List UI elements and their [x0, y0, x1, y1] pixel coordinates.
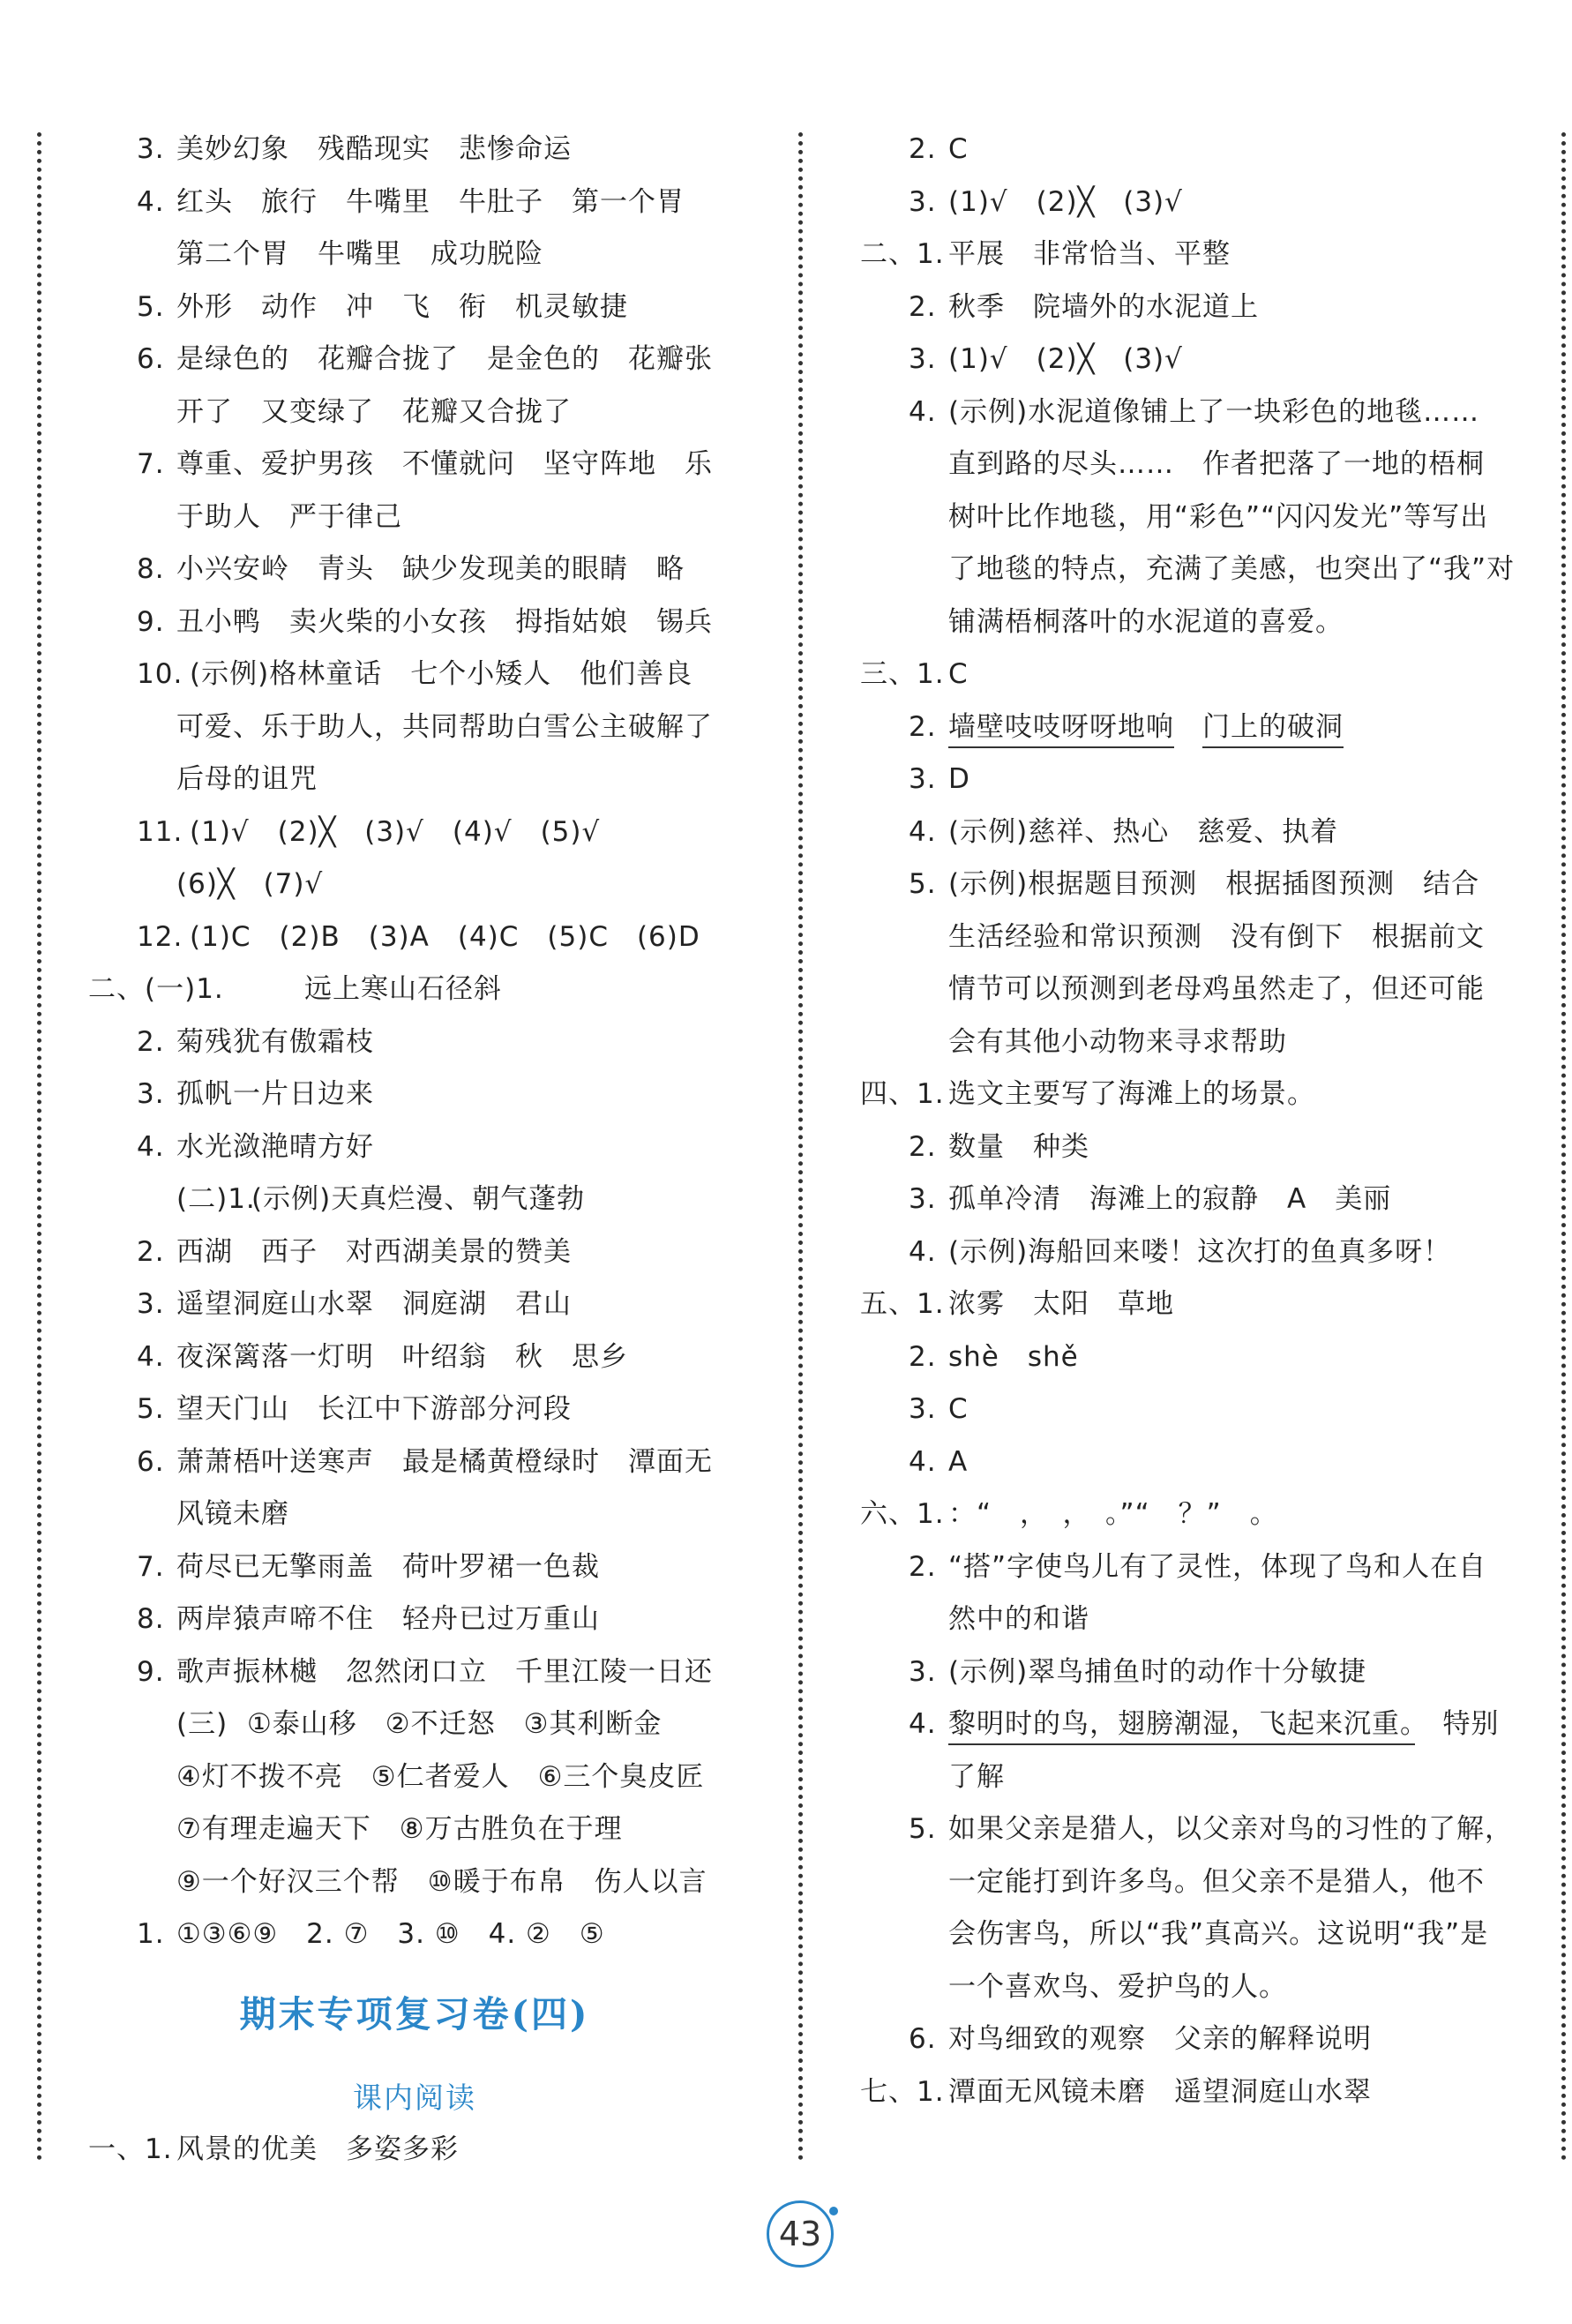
answer-line — [0, 1383, 776, 1436]
answer-line — [794, 1331, 1570, 1384]
answer-line — [794, 491, 1570, 544]
answer-label: 9. — [137, 1655, 165, 1688]
answer-line — [0, 1173, 776, 1226]
answer-label: 3. — [909, 1655, 937, 1688]
answer-line — [794, 124, 1570, 176]
answer-text: “搭”字使鸟儿有了灵性，体现了鸟和人在自 — [948, 1550, 1487, 1583]
answer-text: 孤帆一片日边来 — [176, 1078, 374, 1110]
answer-line — [0, 1908, 776, 1961]
answer-label: 3. — [909, 185, 937, 218]
answer-text: (示例)格林童话 七个小矮人 他们善良 — [190, 658, 693, 690]
answer-line — [794, 1646, 1570, 1699]
answer-line — [794, 1908, 1570, 1961]
answer-text: 一定能打到许多鸟。但父亲不是猎人，他不 — [948, 1865, 1485, 1898]
section-subtitle: 课内阅读 — [353, 2080, 476, 2115]
answer-text: 风景的优美 多姿多彩 — [176, 2133, 459, 2165]
answer-line — [0, 176, 776, 229]
answer-line — [794, 2066, 1570, 2119]
answer-text: (1)C (2)B (3)A (4)C (5)C (6)D — [190, 920, 700, 953]
answer-text: 水光潋滟晴方好 — [176, 1130, 374, 1163]
answer-text: 一个喜欢鸟、爱护鸟的人。 — [948, 1970, 1287, 2003]
answer-text — [948, 701, 1344, 754]
answer-label: 3. — [137, 1288, 165, 1320]
answer-label: 2. — [909, 1340, 937, 1373]
answer-line — [0, 858, 776, 911]
answer-line — [0, 491, 776, 544]
answer-text: (6)╳ (7)√ — [176, 868, 324, 900]
answer-label: 六、1. — [860, 1498, 945, 1530]
section-title: 期末专项复习卷(四) — [239, 1993, 590, 2035]
answer-line — [794, 1068, 1570, 1121]
answer-text: 铺满梧桐落叶的水泥道的喜爱。 — [948, 605, 1344, 638]
answer-label: 2. — [909, 133, 937, 165]
answer-text: 开了 又变绿了 花瓣又合拢了 — [176, 395, 572, 428]
answer-line — [794, 701, 1570, 754]
answer-text: 外形 动作 冲 飞 衔 机灵敏捷 — [176, 290, 628, 323]
answer-line — [794, 1541, 1570, 1594]
answer-text: 平展 非常恰当、平整 — [948, 238, 1231, 270]
answer-line — [794, 753, 1570, 806]
answer-text: (1)√ (2)╳ (3)√ — [948, 343, 1183, 375]
answer-label: 一、1. — [88, 2133, 173, 2165]
answer-line — [0, 911, 776, 964]
answer-label: 4. — [909, 1445, 937, 1478]
answer-line — [794, 2013, 1570, 2066]
answer-line — [794, 1856, 1570, 1909]
answer-text: 可爱、乐于助人，共同帮助白雪公主破解了 — [176, 710, 713, 743]
answer-label: 2. — [137, 1025, 165, 1058]
answer-label: 6. — [137, 343, 165, 375]
underlined-answer: 门上的破洞 — [1202, 711, 1344, 748]
answer-line — [794, 806, 1570, 859]
answer-label: 五、1. — [860, 1288, 945, 1320]
answer-label: 七、1. — [860, 2075, 945, 2108]
answer-line — [0, 124, 776, 176]
answer-text: (示例)水泥道像铺上了一块彩色的地毯…… — [948, 395, 1480, 428]
answer-label: 12. — [137, 920, 183, 953]
answer-text: 后母的诅咒 — [176, 763, 318, 795]
answer-text: (1)√ (2)╳ (3)√ — [948, 185, 1183, 218]
answer-text: 夜深篱落一灯明 叶绍翁 秋 思乡 — [176, 1340, 628, 1373]
answer-line — [0, 1856, 776, 1909]
answer-line — [794, 439, 1570, 491]
answer-line — [794, 1016, 1570, 1069]
answer-text: (示例)慈祥、热心 慈爱、执着 — [948, 815, 1339, 848]
answer-line — [794, 596, 1570, 649]
answer-line — [0, 1436, 776, 1489]
answer-text: C — [948, 1393, 969, 1425]
answer-label: 二、1. — [860, 238, 945, 270]
answer-label: 2. — [137, 1235, 165, 1268]
answer-line — [0, 1593, 776, 1646]
answer-text: (示例)天真烂漫、朝气蓬勃 — [251, 1183, 586, 1215]
answer-text: 孤单冷清 海滩上的寂静 A 美丽 — [948, 1183, 1392, 1215]
answer-text: 如果父亲是猎人，以父亲对鸟的习性的了解， — [948, 1813, 1513, 1845]
answer-text: (示例)海船回来喽！这次打的鱼真多呀！ — [948, 1235, 1452, 1268]
answer-line — [794, 1278, 1570, 1331]
answer-line — [794, 1226, 1570, 1279]
answer-line — [0, 2124, 776, 2177]
answer-text: (1)√ (2)╳ (3)√ (4)√ (5)√ — [190, 815, 601, 848]
answer-line — [0, 1331, 776, 1384]
answer-label: 2. — [909, 1550, 937, 1583]
left-answer-column — [0, 124, 776, 1961]
answer-label: 3. — [909, 1393, 937, 1425]
answer-line — [794, 1698, 1570, 1751]
answer-line — [0, 1016, 776, 1069]
right-answer-column — [794, 124, 1570, 2118]
answer-text: 情节可以预测到老母鸡虽然走了，但还可能 — [948, 973, 1485, 1005]
answer-text: 小兴安岭 青头 缺少发现美的眼睛 略 — [176, 553, 685, 585]
answer-text: ：“ ， ， 。”“ ？” 。 — [948, 1498, 1278, 1530]
answer-line — [794, 334, 1570, 386]
answer-line — [0, 648, 776, 701]
answer-text: 第二个胃 牛嘴里 成功脱险 — [176, 238, 543, 270]
answer-line — [0, 701, 776, 754]
answer-line — [0, 963, 776, 1016]
answer-text: C — [948, 658, 969, 690]
answer-line — [0, 596, 776, 649]
answer-text: 美妙幻象 残酷现实 悲惨命运 — [176, 133, 572, 165]
answer-text: 红头 旅行 牛嘴里 牛肚子 第一个胃 — [176, 185, 685, 218]
answer-text: shè shě — [948, 1340, 1079, 1373]
answer-text: C — [948, 133, 969, 165]
answer-line — [794, 963, 1570, 1016]
answer-label: 7. — [137, 448, 165, 480]
answer-line — [0, 229, 776, 281]
answer-text: 是绿色的 花瓣合拢了 是金色的 花瓣张 — [176, 343, 713, 375]
answer-text: ⑦有理走遍天下 ⑧万古胜负在于理 — [176, 1813, 623, 1845]
answer-label: (三) — [176, 1708, 228, 1740]
answer-line — [794, 1751, 1570, 1804]
answer-text: 两岸猿声啼不住 轻舟已过万重山 — [176, 1603, 600, 1635]
answer-label: 3. — [909, 763, 937, 795]
answer-text: 直到路的尽头…… 作者把落了一地的梧桐 — [948, 448, 1485, 480]
answer-line — [794, 858, 1570, 911]
answer-label: 7. — [137, 1550, 165, 1583]
answer-line — [794, 544, 1570, 596]
answer-text — [948, 1698, 1500, 1751]
answer-line — [0, 1803, 776, 1856]
answer-line — [0, 1278, 776, 1331]
answer-label: 3. — [137, 133, 165, 165]
answer-label: 4. — [137, 1130, 165, 1163]
answer-label: 4. — [909, 395, 937, 428]
answer-label: 5. — [909, 868, 937, 900]
answer-text: 菊残犹有傲霜枝 — [176, 1025, 374, 1058]
answer-text: 风镜未磨 — [176, 1498, 289, 1530]
answer-line — [794, 911, 1570, 964]
answer-line — [794, 1121, 1570, 1174]
answer-label: 11. — [137, 815, 183, 848]
underlined-answer: 墙壁吱吱呀呀地响 — [948, 711, 1174, 748]
answer-label: 2. — [909, 710, 937, 743]
answer-line — [0, 439, 776, 491]
answer-label: 3. — [909, 1183, 937, 1215]
answer-line — [0, 334, 776, 386]
answer-line — [794, 1803, 1570, 1856]
answer-line — [0, 544, 776, 596]
answer-label: 四、1. — [860, 1078, 945, 1110]
answer-line — [794, 229, 1570, 281]
answer-text-tail: 特别 — [1414, 1708, 1500, 1740]
answer-text: 浓雾 太阳 草地 — [948, 1288, 1174, 1320]
answer-line — [0, 281, 776, 334]
answer-text: 丑小鸭 卖火柴的小女孩 拇指姑娘 锡兵 — [176, 605, 713, 638]
answer-label: 3. — [137, 1078, 165, 1110]
answer-line — [0, 1541, 776, 1594]
answer-text: D — [948, 763, 970, 795]
answer-line — [794, 1593, 1570, 1646]
answer-text: 歌声振林樾 忽然闭口立 千里江陵一日还 — [176, 1655, 713, 1688]
answer-text: 生活经验和常识预测 没有倒下 根据前文 — [948, 920, 1485, 953]
answer-line — [0, 1751, 776, 1804]
answer-line — [794, 1383, 1570, 1436]
answer-text: 西湖 西子 对西湖美景的赞美 — [176, 1235, 572, 1268]
answer-line — [794, 648, 1570, 701]
answer-label: 8. — [137, 553, 165, 585]
answer-text: 远上寒山石径斜 — [304, 973, 502, 1005]
answer-line — [0, 1646, 776, 1699]
answer-line — [0, 806, 776, 859]
answer-text: 选文主要写了海滩上的场景。 — [948, 1078, 1315, 1110]
answer-line — [0, 1121, 776, 1174]
answer-label: 二、(一)1. — [88, 973, 224, 1005]
answer-text: 对鸟细致的观察 父亲的解释说明 — [948, 2023, 1372, 2055]
answer-label: 2. — [909, 290, 937, 323]
answer-label: 5. — [137, 290, 165, 323]
answer-line — [794, 1436, 1570, 1489]
answer-label: 5. — [909, 1813, 937, 1845]
answer-text: 然中的和谐 — [948, 1603, 1089, 1635]
answer-label: 1. — [137, 1918, 165, 1950]
answer-text: 数量 种类 — [948, 1130, 1089, 1163]
answer-text: 望天门山 长江中下游部分河段 — [176, 1393, 572, 1425]
page-number: 43 — [767, 2200, 834, 2268]
answer-text: 潭面无风镜未磨 遥望洞庭山水翠 — [948, 2075, 1372, 2108]
answer-text: 尊重、爱护男孩 不懂就问 坚守阵地 乐 — [176, 448, 713, 480]
answer-text: (示例)根据题目预测 根据插图预测 结合 — [948, 868, 1480, 900]
answer-text: 了解 — [948, 1760, 1005, 1793]
answer-line — [794, 281, 1570, 334]
answer-line — [0, 1226, 776, 1279]
answer-text: 树叶比作地毯，用“彩色”“闪闪发光”等写出 — [948, 500, 1489, 533]
answer-line — [794, 1488, 1570, 1541]
answer-line — [0, 1698, 776, 1751]
answer-line — [0, 753, 776, 806]
answer-text: 荷尽已无擎雨盖 荷叶罗裙一色裁 — [176, 1550, 600, 1583]
answer-label: 2. — [909, 1130, 937, 1163]
answer-line — [794, 1961, 1570, 2014]
answer-text: 萧萧梧叶送寒声 最是橘黄橙绿时 潭面无 — [176, 1445, 713, 1478]
answer-text: ⑨一个好汉三个帮 ⑩暖于布帛 伤人以言 — [176, 1865, 707, 1898]
answer-line — [0, 1068, 776, 1121]
answer-label: 4. — [909, 1235, 937, 1268]
answer-line — [0, 386, 776, 439]
answer-label: 4. — [909, 1708, 937, 1740]
answer-text: 会有其他小动物来寻求帮助 — [948, 1025, 1287, 1058]
answer-text: 于助人 严于律己 — [176, 500, 402, 533]
answer-label: 4. — [137, 1340, 165, 1373]
answer-text: (示例)翠鸟捕鱼时的动作十分敏捷 — [948, 1655, 1367, 1688]
underlined-answer: 黎明时的鸟，翅膀潮湿，飞起来沉重。 — [948, 1708, 1415, 1745]
answer-text: 秋季 院墙外的水泥道上 — [948, 290, 1259, 323]
answer-text: 遥望洞庭山水翠 洞庭湖 君山 — [176, 1288, 572, 1320]
answer-label: 10. — [137, 658, 183, 690]
answer-text: 会伤害鸟，所以“我”真高兴。这说明“我”是 — [948, 1918, 1489, 1950]
answer-text: ①泰山移 ②不迁怒 ③其利断金 — [247, 1708, 662, 1740]
answer-label: 5. — [137, 1393, 165, 1425]
answer-label: 8. — [137, 1603, 165, 1635]
answer-label: 6. — [137, 1445, 165, 1478]
answer-text: ①③⑥⑨ 2. ⑦ 3. ⑩ 4. ② ⑤ — [176, 1918, 605, 1950]
answer-label: (二)1. — [176, 1183, 256, 1215]
answer-label: 4. — [909, 815, 937, 848]
answer-label: 3. — [909, 343, 937, 375]
answer-label: 4. — [137, 185, 165, 218]
answer-text: A — [948, 1445, 969, 1478]
answer-label: 6. — [909, 2023, 937, 2055]
answer-text: ④灯不拨不亮 ⑤仁者爱人 ⑥三个臭皮匠 — [176, 1760, 705, 1793]
answer-label: 三、1. — [860, 658, 945, 690]
answer-line — [794, 1173, 1570, 1226]
answer-line — [0, 1488, 776, 1541]
answer-label: 9. — [137, 605, 165, 638]
answer-text: 了地毯的特点，充满了美感，也突出了“我”对 — [948, 553, 1516, 585]
answer-line — [794, 176, 1570, 229]
answer-line — [794, 386, 1570, 439]
